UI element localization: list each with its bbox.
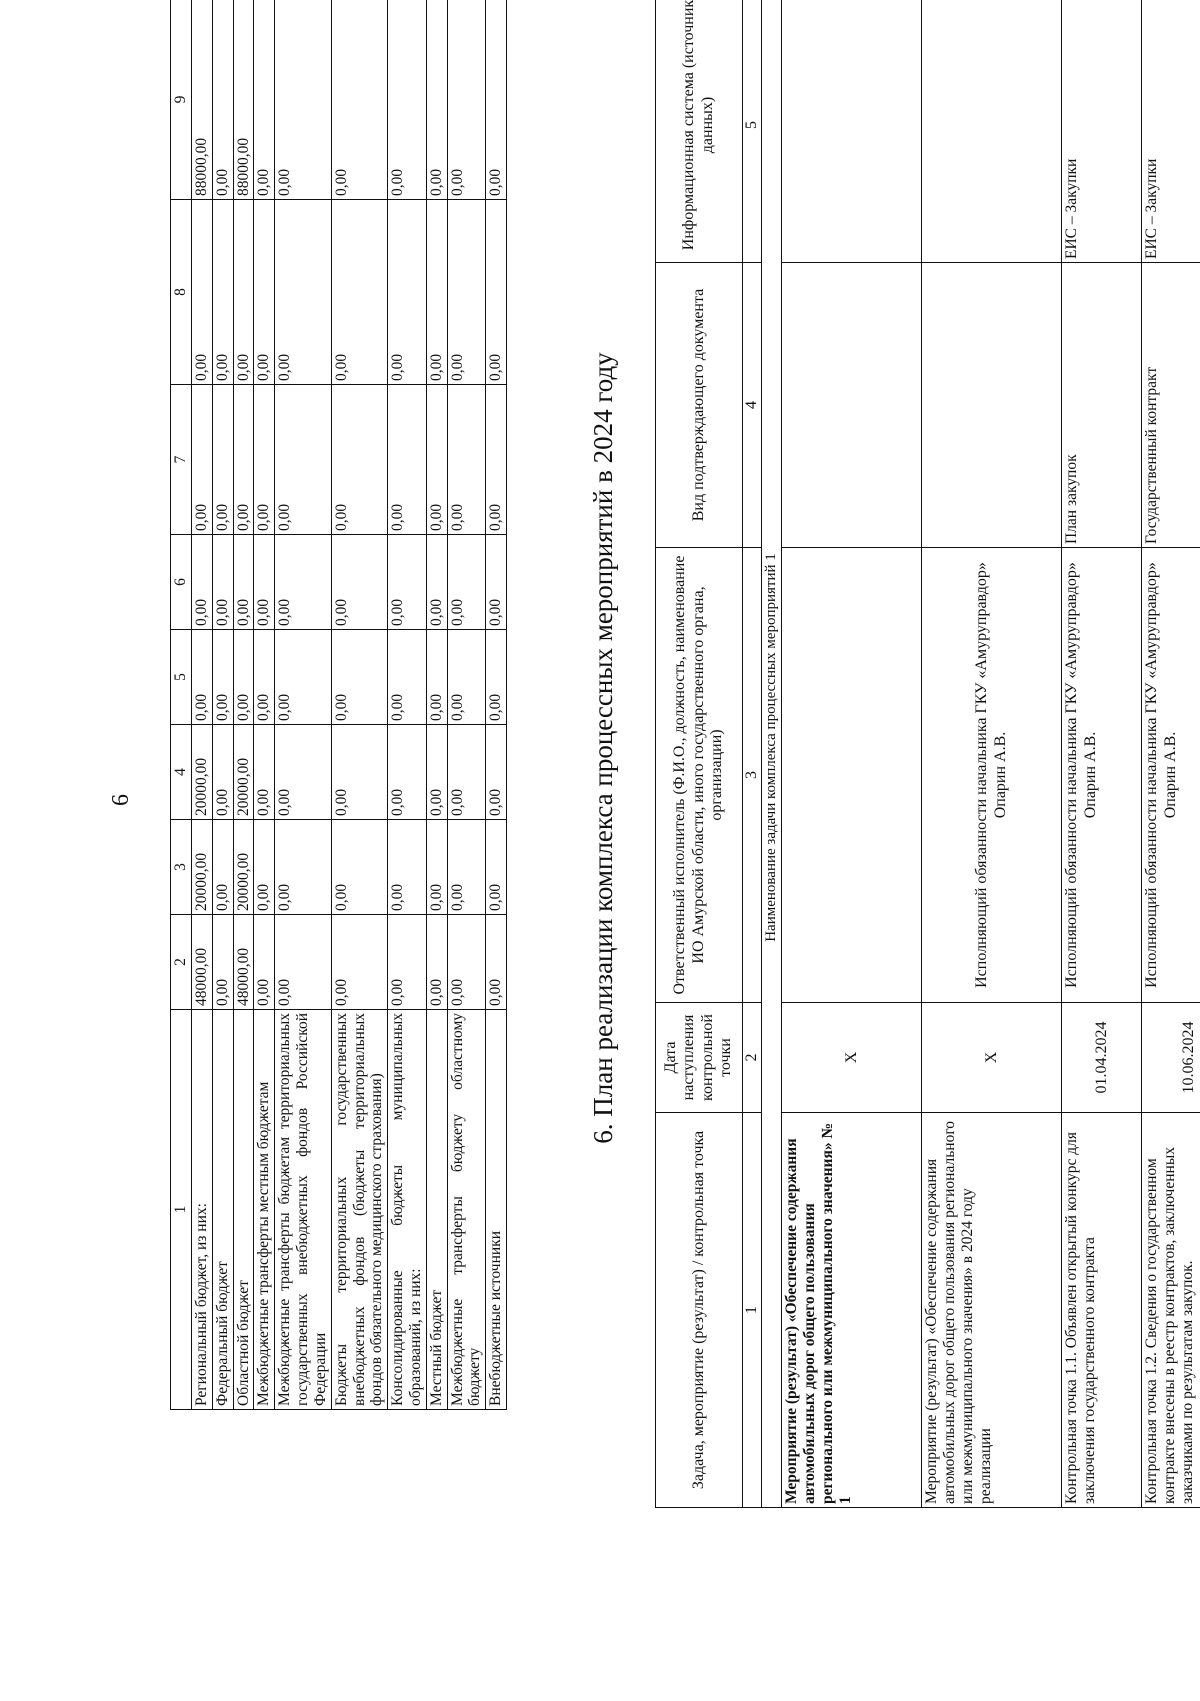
budget-cell: 0,00 bbox=[426, 535, 447, 630]
plan-index-cell: 2 bbox=[742, 1003, 761, 1113]
budget-header-cell: 3 bbox=[171, 820, 192, 915]
budget-cell: 0,00 bbox=[331, 535, 387, 630]
budget-cell: 0,00 bbox=[331, 0, 387, 200]
plan-row-date: X bbox=[922, 1003, 1062, 1113]
budget-cell: 0,00 bbox=[486, 0, 507, 200]
budget-row bbox=[486, 0, 507, 1410]
budget-row-label: Региональный бюджет, из них: bbox=[192, 1010, 213, 1410]
budget-cell: 0,00 bbox=[254, 0, 275, 200]
page-number: 6 bbox=[108, 794, 134, 806]
budget-table-header bbox=[171, 0, 192, 1410]
plan-header-system: Информационная система (источник данных) bbox=[656, 0, 743, 263]
plan-row-date: 01.04.2024 bbox=[1062, 1003, 1142, 1113]
budget-header-cell: 9 bbox=[171, 0, 192, 200]
budget-cell: 0,00 bbox=[212, 725, 233, 820]
budget-header-cell: 1 bbox=[171, 1010, 192, 1410]
plan-row-document bbox=[922, 263, 1062, 548]
budget-cell: 0,00 bbox=[486, 630, 507, 725]
budget-cell: 0,00 bbox=[254, 200, 275, 385]
plan-row-document: Государственный контракт bbox=[1142, 263, 1200, 548]
budget-cell: 0,00 bbox=[331, 630, 387, 725]
budget-cell: 0,00 bbox=[426, 820, 447, 915]
plan-index-cell: 1 bbox=[742, 1113, 761, 1508]
budget-cell: 0,00 bbox=[254, 385, 275, 535]
plan-row-executor bbox=[782, 548, 922, 1003]
budget-cell: 20000,00 bbox=[233, 820, 254, 915]
budget-cell: 0,00 bbox=[212, 630, 233, 725]
budget-cell: 0,00 bbox=[388, 535, 427, 630]
plan-task-row bbox=[761, 0, 781, 1508]
budget-cell: 0,00 bbox=[212, 200, 233, 385]
plan-row-name: Мероприятие (результат) «Обеспечение содержания автомобильных дорог общего пользования регионального или межмуниципального значения» в 2024 году реализации bbox=[922, 1113, 1062, 1508]
budget-cell: 0,00 bbox=[486, 535, 507, 630]
budget-cell: 0,00 bbox=[212, 535, 233, 630]
plan-header-task: Задача, мероприятие (результат) / контрольная точка bbox=[656, 1113, 743, 1508]
plan-row-date: 10.06.2024 bbox=[1142, 1003, 1200, 1113]
budget-cell: 0,00 bbox=[388, 0, 427, 200]
budget-cell: 0,00 bbox=[486, 820, 507, 915]
budget-cell: 0,00 bbox=[275, 385, 331, 535]
budget-row-label: Межбюджетные трансферты местным бюджетам bbox=[254, 1010, 275, 1410]
rotated-page-content bbox=[170, 0, 1197, 1508]
plan-row bbox=[1142, 0, 1200, 1508]
budget-cell: 0,00 bbox=[233, 630, 254, 725]
budget-cell: 0,00 bbox=[426, 200, 447, 385]
plan-header-document: Вид подтверждающего документа bbox=[656, 263, 743, 548]
budget-cell: 20000,00 bbox=[192, 725, 213, 820]
plan-header-date: Дата наступления контрольной точки bbox=[656, 1003, 743, 1113]
budget-cell: 0,00 bbox=[426, 385, 447, 535]
budget-cell: 0,00 bbox=[275, 630, 331, 725]
plan-row-document: План закупок bbox=[1062, 263, 1142, 548]
plan-row-system: ЕИС – Закупки bbox=[1062, 0, 1142, 263]
budget-cell: 0,00 bbox=[275, 820, 331, 915]
budget-cell: 0,00 bbox=[275, 200, 331, 385]
budget-cell: 0,00 bbox=[275, 535, 331, 630]
plan-row-name: Контрольная точка 1.1. Объявлен открытый конкурс для заключения государственного контракта bbox=[1062, 1113, 1142, 1508]
budget-cell: 88000,00 bbox=[233, 0, 254, 200]
budget-cell: 0,00 bbox=[254, 535, 275, 630]
plan-row-system bbox=[922, 0, 1062, 263]
plan-table bbox=[655, 0, 1200, 1508]
budget-cell: 0,00 bbox=[331, 915, 387, 1010]
plan-row bbox=[922, 0, 1062, 1508]
plan-row-executor: Исполняющий обязанности начальника ГКУ «Амуруправдор» Опарин А.В. bbox=[922, 548, 1062, 1003]
budget-cell: 0,00 bbox=[275, 725, 331, 820]
budget-cell: 0,00 bbox=[254, 630, 275, 725]
plan-row bbox=[1062, 0, 1142, 1508]
budget-cell: 0,00 bbox=[486, 200, 507, 385]
budget-cell: 0,00 bbox=[331, 385, 387, 535]
budget-row bbox=[426, 0, 447, 1410]
plan-index-cell: 5 bbox=[742, 0, 761, 263]
plan-row-date: X bbox=[782, 1003, 922, 1113]
budget-row bbox=[192, 0, 213, 1410]
budget-header-cell: 4 bbox=[171, 725, 192, 820]
budget-header-cell: 6 bbox=[171, 535, 192, 630]
budget-cell: 0,00 bbox=[447, 0, 486, 200]
plan-row-executor: Исполняющий обязанности начальника ГКУ «Амуруправдор» Опарин А.В. bbox=[1142, 548, 1200, 1003]
plan-header-executor: Ответственный исполнитель (Ф.И.О., должность, наименование ИО Амурской области, иного государственного органа, организации) bbox=[656, 548, 743, 1003]
budget-row-label: Межбюджетные трансферты бюджету областному бюджету bbox=[447, 1010, 486, 1410]
budget-cell: 0,00 bbox=[275, 0, 331, 200]
budget-cell: 0,00 bbox=[388, 200, 427, 385]
budget-cell: 0,00 bbox=[233, 535, 254, 630]
budget-row bbox=[447, 0, 486, 1410]
budget-row bbox=[331, 0, 387, 1410]
budget-row bbox=[212, 0, 233, 1410]
budget-cell: 0,00 bbox=[486, 915, 507, 1010]
budget-row bbox=[275, 0, 331, 1410]
budget-header-cell: 2 bbox=[171, 915, 192, 1010]
plan-index-cell: 4 bbox=[742, 263, 761, 548]
budget-cell: 0,00 bbox=[233, 385, 254, 535]
budget-cell: 0,00 bbox=[212, 915, 233, 1010]
budget-cell: 0,00 bbox=[254, 820, 275, 915]
budget-cell: 0,00 bbox=[192, 535, 213, 630]
budget-row-label: Местный бюджет bbox=[426, 1010, 447, 1410]
budget-header-cell: 5 bbox=[171, 630, 192, 725]
budget-row-label: Бюджеты территориальных государственных внебюджетных фондов (бюджеты территориальных фондов обязательного медицинского страхования) bbox=[331, 1010, 387, 1410]
plan-task-name: Наименование задачи комплекса процессных мероприятий 1 bbox=[761, 0, 781, 1508]
budget-cell: 0,00 bbox=[192, 630, 213, 725]
budget-cell: 48000,00 bbox=[192, 915, 213, 1010]
budget-cell: 0,00 bbox=[447, 630, 486, 725]
budget-cell: 0,00 bbox=[447, 535, 486, 630]
budget-cell: 0,00 bbox=[447, 820, 486, 915]
budget-cell: 0,00 bbox=[426, 0, 447, 200]
budget-cell: 0,00 bbox=[254, 725, 275, 820]
budget-header-cell: 8 bbox=[171, 200, 192, 385]
budget-cell: 0,00 bbox=[426, 915, 447, 1010]
budget-cell: 0,00 bbox=[212, 385, 233, 535]
budget-cell: 0,00 bbox=[212, 820, 233, 915]
budget-row-label: Консолидированные бюджеты муниципальных образований, из них: bbox=[388, 1010, 427, 1410]
budget-cell: 0,00 bbox=[447, 725, 486, 820]
plan-row-system: ЕИС – Закупки bbox=[1142, 0, 1200, 263]
budget-row-label: Внебюджетные источники bbox=[486, 1010, 507, 1410]
budget-row-label: Областной бюджет bbox=[233, 1010, 254, 1410]
plan-row-name: Контрольная точка 1.2. Сведения о государственном контракте внесены в реестр контрактов, заключенных заказчиками по результатам закупок. bbox=[1142, 1113, 1200, 1508]
budget-header-cell: 7 bbox=[171, 385, 192, 535]
budget-cell: 0,00 bbox=[192, 385, 213, 535]
budget-row bbox=[388, 0, 427, 1410]
plan-row-document bbox=[782, 263, 922, 548]
budget-cell: 0,00 bbox=[426, 725, 447, 820]
plan-row-name: Мероприятие (результат) «Обеспечение содержания автомобильных дорог общего пользования регионального или межмуниципального значения» № 1 bbox=[782, 1113, 922, 1508]
budget-cell: 0,00 bbox=[212, 0, 233, 200]
budget-cell: 88000,00 bbox=[192, 0, 213, 200]
budget-cell: 0,00 bbox=[388, 915, 427, 1010]
budget-row bbox=[233, 0, 254, 1410]
budget-cell: 20000,00 bbox=[233, 725, 254, 820]
budget-cell: 0,00 bbox=[388, 820, 427, 915]
budget-table bbox=[170, 0, 507, 1410]
budget-cell: 0,00 bbox=[254, 915, 275, 1010]
budget-cell: 0,00 bbox=[388, 630, 427, 725]
budget-cell: 0,00 bbox=[331, 200, 387, 385]
budget-cell: 20000,00 bbox=[192, 820, 213, 915]
plan-row-system bbox=[782, 0, 922, 263]
plan-index-row bbox=[742, 0, 761, 1508]
budget-cell: 0,00 bbox=[331, 820, 387, 915]
budget-cell: 0,00 bbox=[388, 385, 427, 535]
budget-cell: 0,00 bbox=[331, 725, 387, 820]
plan-table-header bbox=[656, 0, 743, 1508]
budget-cell: 0,00 bbox=[447, 915, 486, 1010]
budget-cell: 0,00 bbox=[447, 200, 486, 385]
plan-row bbox=[782, 0, 922, 1508]
plan-index-cell: 3 bbox=[742, 548, 761, 1003]
budget-row bbox=[254, 0, 275, 1410]
budget-cell: 48000,00 bbox=[233, 915, 254, 1010]
plan-row-executor: Исполняющий обязанности начальника ГКУ «Амуруправдор» Опарин А.В. bbox=[1062, 548, 1142, 1003]
budget-cell: 0,00 bbox=[233, 200, 254, 385]
budget-cell: 0,00 bbox=[486, 725, 507, 820]
budget-cell: 0,00 bbox=[388, 725, 427, 820]
budget-cell: 0,00 bbox=[275, 915, 331, 1010]
budget-cell: 0,00 bbox=[192, 200, 213, 385]
budget-row-label: Межбюджетные трансферты бюджетам территориальных государственных внебюджетных фондов Российской Федерации bbox=[275, 1010, 331, 1410]
budget-cell: 0,00 bbox=[486, 385, 507, 535]
budget-cell: 0,00 bbox=[447, 385, 486, 535]
budget-row-label: Федеральный бюджет bbox=[212, 1010, 233, 1410]
budget-cell: 0,00 bbox=[426, 630, 447, 725]
section-title: 6. План реализации комплекса процессных мероприятий в 2024 году bbox=[588, 352, 618, 1144]
